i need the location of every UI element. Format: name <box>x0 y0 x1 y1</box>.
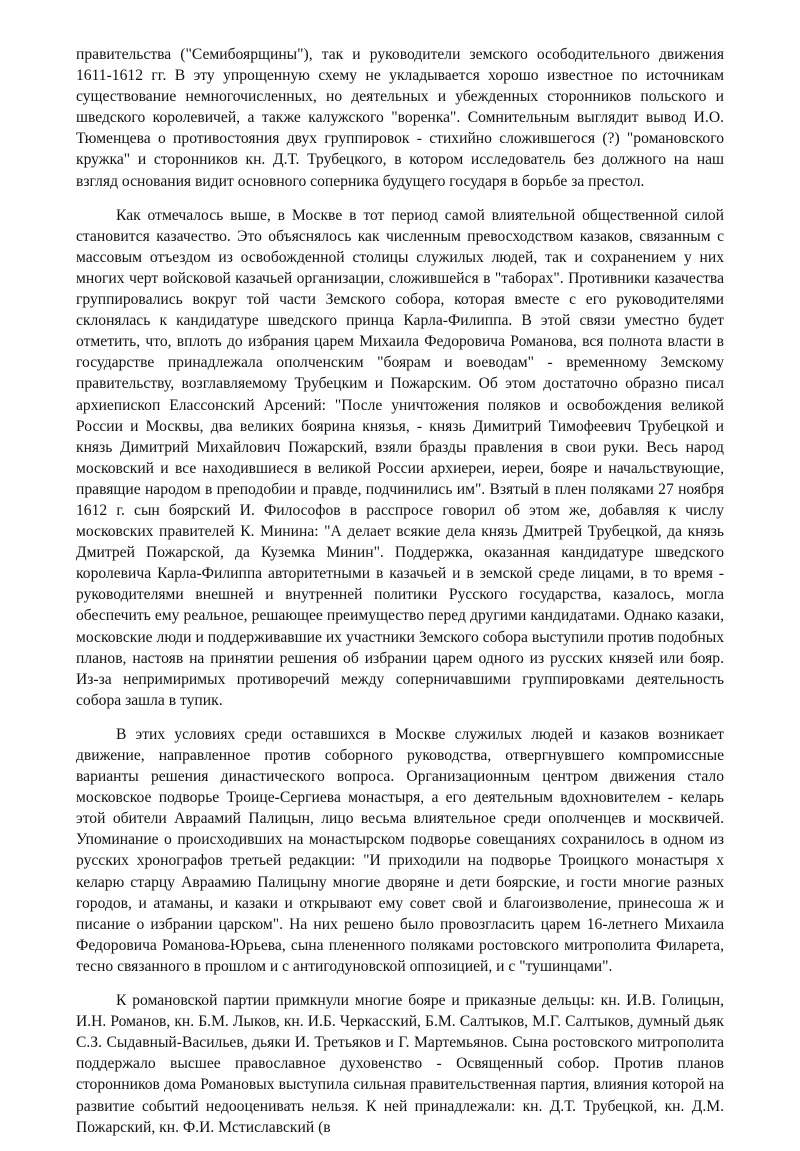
paragraph-2: Как отмечалось выше, в Москве в тот период самой влиятельной общественной силой становится казачество. Это объяснялось как численным превосходством казаков, связанным с массовым отъездом из освобожденной столицы служилых людей, так и сохранением у них многих черт войсковой казачьей организации, сложившейся в "таборах". Противники казачества группировались вокруг той части Земского собора, которая вместе с его руководителями склонялась к кандидатуре шведского принца Карла-Филиппа. В этой связи уместно будет отметить, что, вплоть до избрания царем Михаила Федоровича Романова, вся полнота власти в государстве принадлежала ополченским "боярам и воеводам" - временному Земскому правительству, возглавляемому Трубецким и Пожарским. Об этом достаточно образно писал архиепископ Елассонский Арсений: "После уничтожения поляков и освобождения великой России и Москвы, два великих боярина князья, - князь Димитрий Тимофеевич Трубецкой и князь Димитрий Михайлович Пожарский, взяли бразды правления в свои руки. Весь народ московский и все находившиеся в великой России архиереи, иереи, бояре и начальствующие, правящие народом в преподобии и правде, подчинились им". Взятый в плен поляками 27 ноября 1612 г. сын боярский И. Философов в расспросе говорил об этом же, добавляя к числу московских правителей К. Минина: "А делает всякие дела князь Дмитрей Трубецкой, да князь Дмитрей Пожарской, да Куземка Минин". Поддержка, оказанная кандидатуре шведского королевича Карла-Филиппа авторитетными в казачьей и в земской среде лицами, в то время - руководителями внешней и внутренней политики Русского государства, казалось, могла обеспечить ему реальное, решающее преимущество перед другими кандидатами. Однако казаки, московские люди и поддерживавшие их участники Земского собора выступили против подобных планов, настояв на принятии решения об избрании царем одного из русских князей или бояр. Из-за непримиримых противоречий между соперничавшими группировками деятельность собора зашла в тупик. <box>76 206 724 709</box>
paragraph-3: В этих условиях среди оставшихся в Москве служилых людей и казаков возникает движение, направленное против соборного руководства, отвергнувшего компромиссные варианты решения династического вопроса. Организационным центром движения стало московское подворье Троице-Сергиева монастыря, а его деятельным вдохновителем - келарь этой обители Авраамий Палицын, лицо весьма влиятельное среди ополченцев и москвичей. Упоминание о происходивших на монастырском подворье совещаниях сохранилось в одном из русских хронографов третьей редакции: "И приходили на подворье Троицкого монастыря х келарю старцу Авраамию Палицыну многие дворяне и дети боярские, и гости многие разных городов, и атаманы, и казаки и открывают ему совет свой и благоизволение, принесоша ж и писание о избрании царском". На них решено было провозгласить царем 16-летнего Михаила Федоровича Романова-Юрьева, сына плененного поляками ростовского митрополита Филарета, тесно связанного в прошлом и с антигодуновской оппозицией, и с "тушинцами". <box>76 725 724 975</box>
document-page <box>76 44 724 1151</box>
paragraph-1: правительства ("Семибоярщины"), так и руководители земского осободительного движения 1611-1612 гг. В эту упрощенную схему не укладывается хорошо известное по источникам существование немногочисленных, но деятельных и убежденных сторонников польского и шведского королевичей, а также калужского "воренка". Сомнительным выглядит вывод И.О. Тюменцева о противостояния двух группировок - стихийно сложившегося (?) "романовского кружка" и сторонников кн. Д.Т. Трубецкого, в котором исследователь без должного на наш взгляд основания видит основного соперника будущего государя в борьбе за престол. <box>76 46 724 190</box>
paragraph-4: К романовской партии примкнули многие бояре и приказные дельцы: кн. И.В. Голицын, И.Н. Романов, кн. Б.М. Лыков, кн. И.Б. Черкасский, Б.М. Салтыков, М.Г. Салтыков, думный дьяк С.З. Сыдавный-Васильев, дьяки И. Третьяков и Г. Мартемьянов. Сына ростовского митрополита поддержало высшее православное духовенство - Освященный собор. Против планов сторонников дома Романовых выступила сильная правительственная партия, влияния которой на развитие событий недооценивать нельзя. К ней принадлежали: кн. Д.Т. Трубецкой, кн. Д.М. Пожарский, кн. Ф.И. Мстиславский (в <box>76 992 724 1136</box>
